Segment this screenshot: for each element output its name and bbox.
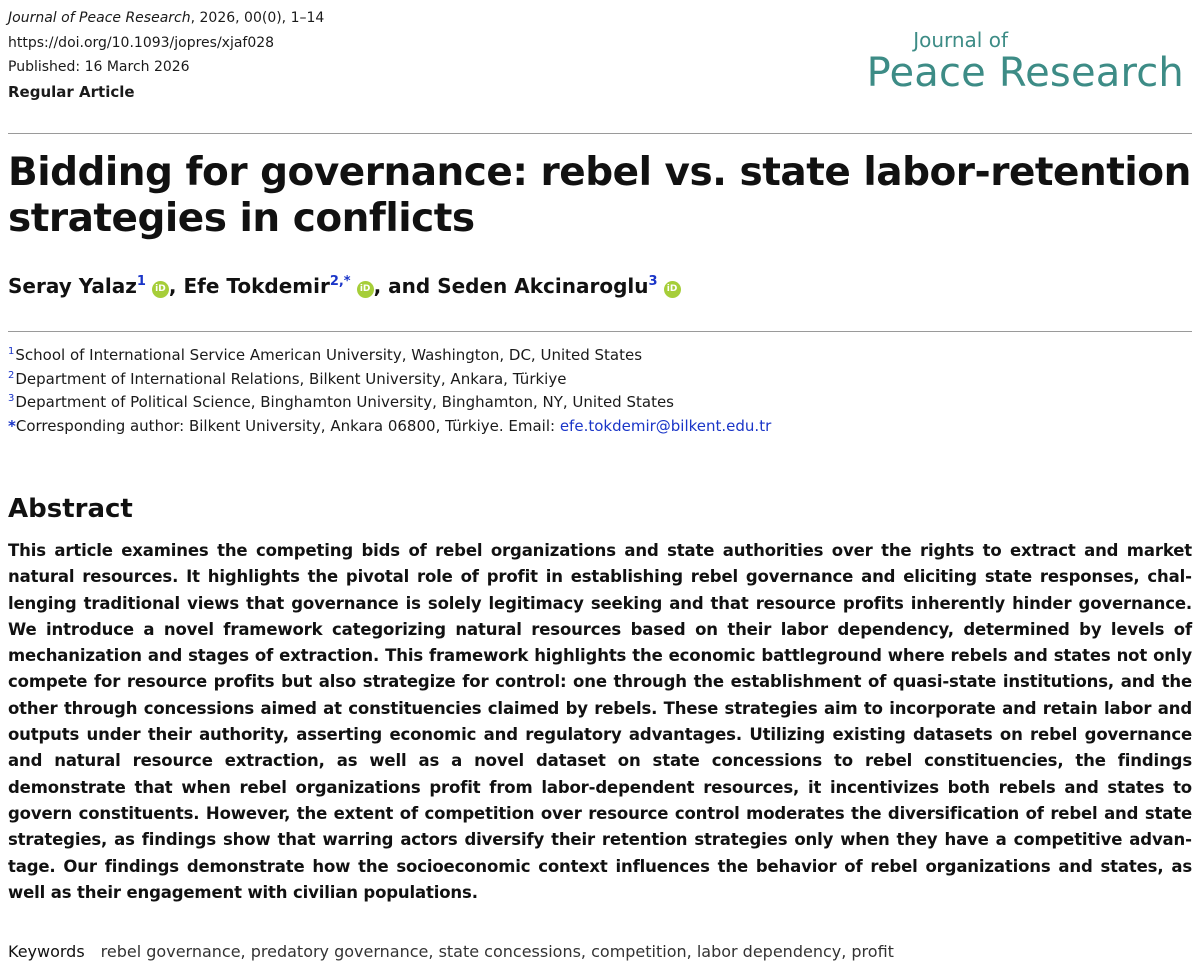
keywords bbox=[8, 942, 894, 961]
header-divider bbox=[8, 133, 1192, 134]
corresponding-marker: * bbox=[8, 416, 16, 435]
affiliation-item bbox=[8, 368, 771, 392]
author-name[interactable]: Seray Yalaz bbox=[8, 274, 137, 298]
author-list bbox=[8, 274, 681, 298]
orcid-icon[interactable]: iD bbox=[152, 281, 169, 298]
citation-details: , 2026, 00(0), 1–14 bbox=[190, 10, 325, 26]
author-affiliation-marker[interactable]: 2,* bbox=[329, 274, 351, 289]
email-link[interactable]: efe.tokdemir@bilkent.edu.tr bbox=[559, 416, 772, 435]
corresponding-author bbox=[8, 415, 771, 439]
affiliation-text: Department of International Relations, Bilkent University, Ankara, Türkiye bbox=[15, 369, 567, 388]
affiliation-text: Department of Political Science, Binghamton University, Binghamton, NY, United States bbox=[15, 393, 674, 411]
logo-line-2: Peace Research bbox=[866, 50, 1184, 96]
doi-link[interactable]: https://doi.org/10.1093/jopres/xjaf028 bbox=[8, 34, 275, 51]
journal-logo bbox=[866, 28, 1184, 96]
affiliation-item bbox=[8, 344, 771, 368]
author-name[interactable]: Seden Akcinaroglu bbox=[437, 274, 649, 298]
affiliation-item bbox=[8, 391, 771, 415]
journal-name: Journal of Peace Research bbox=[8, 10, 191, 26]
author-affiliation-marker[interactable]: 3 bbox=[648, 274, 658, 289]
corresponding-text: Corresponding author: Bilkent University, Ankara 06800, Türkiye. Email: bbox=[15, 416, 560, 435]
orcid-icon[interactable]: iD bbox=[357, 281, 374, 298]
logo-line-1: Journal of bbox=[913, 28, 1008, 52]
affiliation-text: School of International Service American University, Washington, DC, United States bbox=[15, 346, 643, 364]
affiliation-marker: 1 bbox=[8, 346, 15, 357]
keywords-value: rebel governance, predatory governance, state concessions, competition, labor dependency, profit bbox=[100, 942, 894, 961]
affiliation-marker: 3 bbox=[8, 393, 15, 404]
author-divider bbox=[8, 331, 1192, 332]
author-separator: , bbox=[168, 274, 184, 298]
abstract-heading: Abstract bbox=[8, 494, 133, 524]
author-separator: , and bbox=[373, 274, 438, 298]
author-affiliation-marker[interactable]: 1 bbox=[136, 274, 146, 289]
author-name[interactable]: Efe Tokdemir bbox=[183, 274, 330, 298]
orcid-icon[interactable]: iD bbox=[664, 281, 681, 298]
article-type: Regular Article bbox=[8, 82, 135, 101]
affiliation-marker: 2 bbox=[8, 369, 15, 381]
keywords-label: Keywords bbox=[8, 942, 85, 961]
published-date: Published: 16 March 2026 bbox=[8, 59, 190, 75]
abstract-body: This article examines the competing bids of rebel organizations and state authorities over the rights to extract and market natural resources. It highlights the pivotal role of profit in establishing rebel governance and eliciting state responses, challenging traditional views that governance is solely legitimacy seeking and that resource profits inherently hinder governance. We introduce a novel framework categorizing natural resources based on their labor dependency, determined by levels of mechanization and stages of extraction. This framework highlights the economic battleground where rebels and states not only compete for resource profits but also strategize for control: one through the establishment of quasi-state institutions, and the other through concessions aimed at constituencies claimed by rebels. These strategies aim to incorporate and retain labor and outputs under their authority, asserting economic and regulatory advantages. Utilizing existing datasets on rebel governance and natural resource extraction, as well as a novel dataset on state concessions to rebel constituencies, the findings demonstrate that when rebel organizations profit from labor-dependent resources, it incentivizes both rebels and states to govern constituents. However, the extent of competition over resource control moderates the diversification of rebel and state strategies, as findings show that warring actors diversify their retention strategies only when they have a competitive advantage. Our findings demonstrate how the socioeconomic context influences the behavior of rebel organizations and states, as well as their engagement with civilian populations. bbox=[8, 541, 1192, 902]
affiliations bbox=[8, 344, 771, 438]
article-meta bbox=[8, 6, 324, 104]
citation-line bbox=[8, 6, 324, 31]
article-title: Bidding for governance: rebel vs. state labor-retention strategies in conflicts bbox=[8, 150, 1191, 241]
